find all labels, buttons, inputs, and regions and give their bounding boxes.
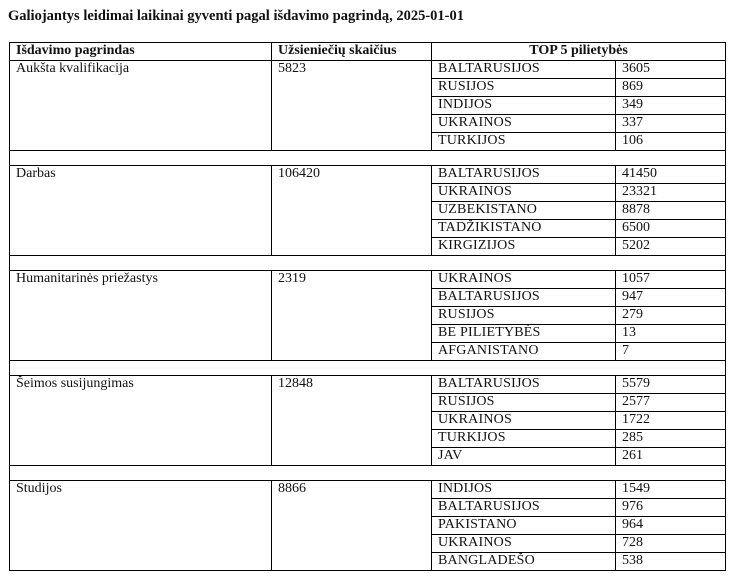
citizenship-count-cell: 13 [616, 325, 726, 343]
country-cell: UKRAINOS [432, 115, 616, 133]
country-cell: RUSIJOS [432, 394, 616, 412]
citizenship-count-cell: 1549 [616, 481, 726, 499]
document-title: Galiojantys leidimai laikinai gyventi pagal išdavimo pagrindą, 2025-01-01 [8, 8, 464, 24]
count-cell: 12848 [272, 376, 432, 466]
spacer-row [10, 466, 726, 481]
citizenship-count-cell: 261 [616, 448, 726, 466]
citizenship-count-cell: 976 [616, 499, 726, 517]
country-cell: BALTARUSIJOS [432, 61, 616, 79]
citizenship-count-cell: 8878 [616, 202, 726, 220]
citizenship-count-cell: 7 [616, 343, 726, 361]
basis-cell: Studijos [10, 481, 272, 571]
basis-cell: Darbas [10, 166, 272, 256]
count-cell: 5823 [272, 61, 432, 151]
country-cell: BE PILIETYBĖS [432, 325, 616, 343]
country-cell: INDIJOS [432, 97, 616, 115]
citizenship-count-cell: 106 [616, 133, 726, 151]
citizenship-count-cell: 538 [616, 553, 726, 571]
country-cell: BALTARUSIJOS [432, 376, 616, 394]
citizenship-count-cell: 1057 [616, 271, 726, 289]
table-row [10, 376, 726, 394]
country-cell: UKRAINOS [432, 271, 616, 289]
count-cell: 8866 [272, 481, 432, 571]
citizenship-count-cell: 279 [616, 307, 726, 325]
country-cell: TADŽIKISTANO [432, 220, 616, 238]
citizenship-count-cell: 337 [616, 115, 726, 133]
citizenship-count-cell: 964 [616, 517, 726, 535]
citizenship-count-cell: 1722 [616, 412, 726, 430]
basis-cell: Humanitarinės priežastys [10, 271, 272, 361]
spacer-row [10, 361, 726, 376]
table-row [10, 166, 726, 184]
country-cell: RUSIJOS [432, 79, 616, 97]
citizenship-count-cell: 5202 [616, 238, 726, 256]
spacer-cell [10, 151, 726, 166]
spacer-row [10, 256, 726, 271]
citizenship-count-cell: 3605 [616, 61, 726, 79]
citizenship-count-cell: 2577 [616, 394, 726, 412]
citizenship-count-cell: 349 [616, 97, 726, 115]
country-cell: BALTARUSIJOS [432, 289, 616, 307]
basis-cell: Aukšta kvalifikacija [10, 61, 272, 151]
permits-table [9, 42, 726, 571]
citizenship-count-cell: 869 [616, 79, 726, 97]
country-cell: BALTARUSIJOS [432, 166, 616, 184]
citizenship-count-cell: 5579 [616, 376, 726, 394]
spacer-row [10, 151, 726, 166]
country-cell: TURKIJOS [432, 133, 616, 151]
country-cell: BANGLADEŠO [432, 553, 616, 571]
country-cell: UKRAINOS [432, 412, 616, 430]
table-body [10, 61, 726, 571]
country-cell: TURKIJOS [432, 430, 616, 448]
country-cell: UKRAINOS [432, 184, 616, 202]
basis-cell: Šeimos susijungimas [10, 376, 272, 466]
citizenship-count-cell: 728 [616, 535, 726, 553]
citizenship-count-cell: 6500 [616, 220, 726, 238]
country-cell: BALTARUSIJOS [432, 499, 616, 517]
country-cell: INDIJOS [432, 481, 616, 499]
citizenship-count-cell: 947 [616, 289, 726, 307]
country-cell: RUSIJOS [432, 307, 616, 325]
country-cell: KIRGIZIJOS [432, 238, 616, 256]
spacer-cell [10, 466, 726, 481]
table-row [10, 61, 726, 79]
country-cell: UZBEKISTANO [432, 202, 616, 220]
citizenship-count-cell: 285 [616, 430, 726, 448]
country-cell: AFGANISTANO [432, 343, 616, 361]
header-basis: Išdavimo pagrindas [10, 43, 272, 61]
count-cell: 2319 [272, 271, 432, 361]
header-row [10, 43, 726, 61]
citizenship-count-cell: 23321 [616, 184, 726, 202]
header-count: Užsieniečių skaičius [272, 43, 432, 61]
table-row [10, 271, 726, 289]
spacer-cell [10, 361, 726, 376]
header-top-citizenships: TOP 5 pilietybės [432, 43, 726, 61]
spacer-cell [10, 256, 726, 271]
country-cell: JAV [432, 448, 616, 466]
citizenship-count-cell: 41450 [616, 166, 726, 184]
count-cell: 106420 [272, 166, 432, 256]
country-cell: PAKISTANO [432, 517, 616, 535]
country-cell: UKRAINOS [432, 535, 616, 553]
table-row [10, 481, 726, 499]
